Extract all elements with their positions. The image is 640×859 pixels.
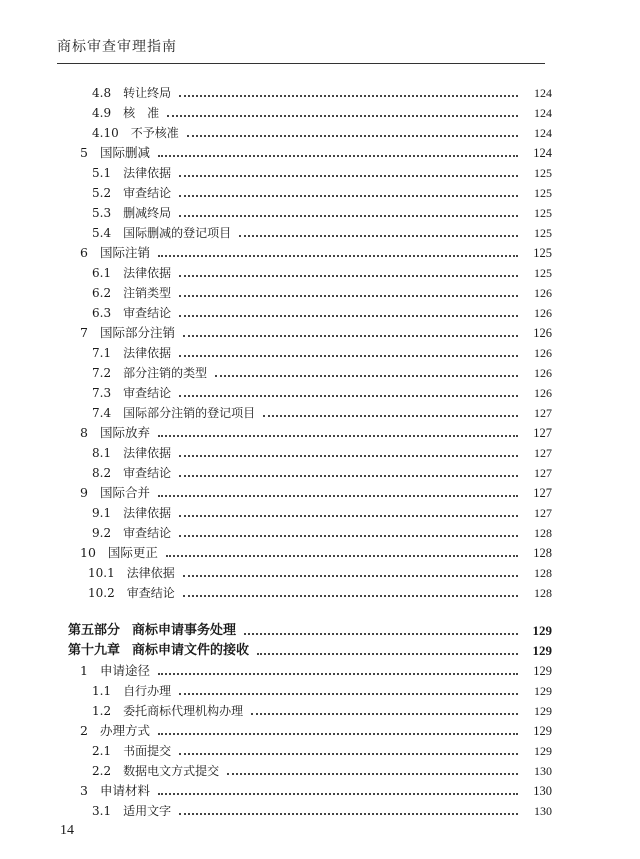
toc-entry-number: 6.3 xyxy=(92,306,112,320)
toc-entry-page: 125 xyxy=(533,246,552,260)
toc-entry-title: 转让终局 xyxy=(123,86,172,100)
toc-entry xyxy=(88,564,552,582)
toc-entry xyxy=(92,524,552,542)
dot-leader xyxy=(179,534,518,537)
toc-entry xyxy=(92,384,552,402)
toc-entry-title: 适用文字 xyxy=(123,804,172,818)
dot-leader xyxy=(158,792,518,795)
toc-entry xyxy=(92,802,552,820)
toc-entry-page: 129 xyxy=(534,684,552,698)
dot-leader xyxy=(179,692,518,695)
toc-entry-number: 9.1 xyxy=(92,506,112,520)
toc-entry-page: 126 xyxy=(533,326,552,340)
dot-leader xyxy=(179,394,518,397)
toc-entry-page: 127 xyxy=(534,466,552,480)
toc-entry xyxy=(80,782,552,800)
toc-entry-number: 7 xyxy=(80,325,88,340)
toc-entry-title: 国际更正 xyxy=(107,545,158,560)
toc-entry xyxy=(92,344,552,362)
toc-entry-title: 数据电文方式提交 xyxy=(123,764,220,778)
toc-entry xyxy=(92,204,552,222)
toc-entry-title: 申请材料 xyxy=(99,783,150,798)
dot-leader xyxy=(183,334,518,337)
toc-entry-title: 国际注销 xyxy=(99,245,150,260)
toc-entry-page: 129 xyxy=(533,724,552,738)
toc-entry-number: 3 xyxy=(80,783,88,798)
dot-leader xyxy=(158,732,518,735)
dot-leader xyxy=(215,374,518,377)
toc-entry-title: 国际部分注销 xyxy=(99,325,175,340)
toc-entry-number: 9.2 xyxy=(92,526,112,540)
toc-entry-number: 4.8 xyxy=(92,86,112,100)
toc-entry-page: 124 xyxy=(534,126,552,140)
toc-entry-page: 127 xyxy=(533,426,552,440)
toc-entry-number: 3.1 xyxy=(92,804,112,818)
toc-entry-number: 5.3 xyxy=(92,206,112,220)
dot-leader xyxy=(167,114,518,117)
dot-leader xyxy=(179,454,518,457)
dot-leader xyxy=(158,154,518,157)
toc-entry xyxy=(92,742,552,760)
toc-entry-title: 书面提交 xyxy=(123,744,172,758)
dot-leader xyxy=(179,174,518,177)
toc-entry-page: 125 xyxy=(534,266,552,280)
toc-entry-page: 130 xyxy=(534,804,552,818)
dot-leader xyxy=(179,274,518,277)
toc-entry-title: 审查结论 xyxy=(123,306,172,320)
toc-entry-number: 2.1 xyxy=(92,744,112,758)
running-header-title: 商标审查审理指南 xyxy=(57,39,177,55)
toc-entry-title: 法律依据 xyxy=(126,566,175,580)
toc-entry-title: 注销类型 xyxy=(123,286,172,300)
toc-entry xyxy=(92,364,552,382)
dot-leader xyxy=(179,474,518,477)
toc-entry xyxy=(80,662,552,680)
toc-entry-title: 法律依据 xyxy=(123,166,172,180)
toc-entry-number: 5.4 xyxy=(92,226,112,240)
toc-entry-page: 126 xyxy=(534,346,552,360)
toc-entry-number: 6.1 xyxy=(92,266,112,280)
toc-entry-title: 商标申请文件的接收 xyxy=(132,643,250,658)
toc-entry xyxy=(68,622,552,640)
toc-entry-page: 124 xyxy=(534,86,552,100)
toc-entry-number: 6 xyxy=(80,245,88,260)
toc-entry xyxy=(80,544,552,562)
toc-entry-number: 5 xyxy=(80,145,88,160)
dot-leader xyxy=(179,214,518,217)
toc-entry xyxy=(80,722,552,740)
toc-entry-title: 法律依据 xyxy=(123,506,172,520)
toc-entry-title: 法律依据 xyxy=(123,346,172,360)
toc-entry-page: 126 xyxy=(534,366,552,380)
toc-entry xyxy=(80,424,552,442)
toc-entry xyxy=(80,144,552,162)
toc-entry-title: 不予核准 xyxy=(130,126,179,140)
toc-entry-page: 129 xyxy=(532,643,552,658)
toc-entry-page: 125 xyxy=(534,186,552,200)
toc-entry-page: 125 xyxy=(534,166,552,180)
dot-leader xyxy=(179,514,518,517)
toc-entry xyxy=(92,682,552,700)
toc-entry xyxy=(80,324,552,342)
toc-entry xyxy=(88,584,552,602)
toc-entry-number: 7.4 xyxy=(92,406,112,420)
toc-entry-page: 129 xyxy=(534,744,552,758)
dot-leader xyxy=(183,574,518,577)
toc-entry xyxy=(92,404,552,422)
toc-entry-title: 审查结论 xyxy=(126,586,175,600)
toc-entry-title: 委托商标代理机构办理 xyxy=(123,704,244,718)
toc-entry-number: 7.1 xyxy=(92,346,112,360)
dot-leader xyxy=(179,94,518,97)
dot-leader xyxy=(183,594,518,597)
dot-leader xyxy=(227,772,518,775)
toc-entry-number: 8.2 xyxy=(92,466,112,480)
toc-entry-title: 国际删减的登记项目 xyxy=(123,226,232,240)
toc-entry-title: 审查结论 xyxy=(123,186,172,200)
toc-entry-title: 核 准 xyxy=(123,106,160,120)
toc-entry-number: 8.1 xyxy=(92,446,112,460)
toc-entry-number: 4.10 xyxy=(92,126,119,140)
toc-entry-page: 128 xyxy=(533,546,552,560)
dot-leader xyxy=(239,234,518,237)
toc-entry-title: 国际放弃 xyxy=(99,425,150,440)
toc-entry-page: 130 xyxy=(534,764,552,778)
toc-entry-title: 审查结论 xyxy=(123,466,172,480)
toc-entry xyxy=(92,504,552,522)
toc-entry-page: 125 xyxy=(534,226,552,240)
toc-entry-title: 审查结论 xyxy=(123,526,172,540)
toc-entry-number: 10 xyxy=(80,545,96,560)
toc-entry xyxy=(92,164,552,182)
toc-entry xyxy=(92,444,552,462)
toc-entry-page: 126 xyxy=(534,306,552,320)
dot-leader xyxy=(179,194,518,197)
toc-entry-page: 129 xyxy=(534,704,552,718)
toc-entry-number: 2 xyxy=(80,723,88,738)
toc-entry-title: 部分注销的类型 xyxy=(123,366,208,380)
toc-entry-number: 7.3 xyxy=(92,386,112,400)
toc-entry xyxy=(92,184,552,202)
toc-entry xyxy=(92,124,552,142)
toc-entry-page: 128 xyxy=(534,586,552,600)
toc-entry-title: 审查结论 xyxy=(123,386,172,400)
toc-entry-number: 4.9 xyxy=(92,106,112,120)
dot-leader xyxy=(251,712,518,715)
toc-entry-page: 125 xyxy=(534,206,552,220)
dot-leader xyxy=(158,494,518,497)
toc-entry-number: 第五部分 xyxy=(68,623,121,638)
toc-entry xyxy=(92,762,552,780)
toc-entry-page: 127 xyxy=(534,506,552,520)
toc-entry xyxy=(68,642,552,660)
toc-entry-page: 128 xyxy=(534,526,552,540)
toc-entry xyxy=(80,244,552,262)
toc-entry-title: 法律依据 xyxy=(123,446,172,460)
toc-entry-title: 法律依据 xyxy=(123,266,172,280)
toc-entry xyxy=(92,264,552,282)
toc-entry-page: 127 xyxy=(534,406,552,420)
toc-entry-number: 5.1 xyxy=(92,166,112,180)
toc-entry-page: 124 xyxy=(533,146,552,160)
toc-entry-title: 商标申请事务处理 xyxy=(132,623,237,638)
toc-entry-number: 9 xyxy=(80,485,88,500)
toc-entry-number: 第十九章 xyxy=(68,643,121,658)
toc-entry xyxy=(80,484,552,502)
toc-entry-page: 127 xyxy=(534,446,552,460)
dot-leader xyxy=(179,314,518,317)
toc-entry-title: 申请途径 xyxy=(99,663,150,678)
toc-entry-page: 128 xyxy=(534,566,552,580)
toc-entry-title: 自行办理 xyxy=(123,684,172,698)
toc-entry xyxy=(92,84,552,102)
dot-leader xyxy=(244,632,518,635)
toc-entry-title: 办理方式 xyxy=(99,723,150,738)
toc-entry-page: 129 xyxy=(533,664,552,678)
toc-entry xyxy=(92,464,552,482)
dot-leader xyxy=(187,134,518,137)
dot-leader xyxy=(263,414,518,417)
page-number: 14 xyxy=(60,823,74,838)
toc-entry xyxy=(92,702,552,720)
toc-entry-page: 126 xyxy=(534,286,552,300)
toc-entry-page: 127 xyxy=(533,486,552,500)
dot-leader xyxy=(158,254,518,257)
toc-entry-title: 国际合并 xyxy=(99,485,150,500)
toc-entry-title: 删减终局 xyxy=(123,206,172,220)
dot-leader xyxy=(179,354,518,357)
toc-entry-number: 8 xyxy=(80,425,88,440)
dot-leader xyxy=(257,652,518,655)
toc-entry-number: 1.1 xyxy=(92,684,112,698)
toc-entry-number: 1 xyxy=(80,663,88,678)
dot-leader xyxy=(158,672,518,675)
dot-leader xyxy=(179,812,518,815)
toc-entry xyxy=(92,284,552,302)
toc-entry-number: 2.2 xyxy=(92,764,112,778)
dot-leader xyxy=(166,554,518,557)
dot-leader xyxy=(179,752,518,755)
toc-entry-number: 10.1 xyxy=(88,566,115,580)
toc-entry-title: 国际删减 xyxy=(99,145,150,160)
toc-entry xyxy=(92,224,552,242)
toc-entry-number: 5.2 xyxy=(92,186,112,200)
dot-leader xyxy=(179,294,518,297)
toc-entry xyxy=(92,304,552,322)
toc-entry-page: 129 xyxy=(532,623,552,638)
toc-entry-page: 126 xyxy=(534,386,552,400)
dot-leader xyxy=(158,434,518,437)
toc-entry-page: 130 xyxy=(533,784,552,798)
toc-entry-page: 124 xyxy=(534,106,552,120)
toc-entry xyxy=(92,104,552,122)
toc-entry-title: 国际部分注销的登记项目 xyxy=(123,406,256,420)
toc-entry-number: 10.2 xyxy=(88,586,115,600)
toc-entry-number: 1.2 xyxy=(92,704,112,718)
toc-entry-number: 7.2 xyxy=(92,366,112,380)
toc-entry-number: 6.2 xyxy=(92,286,112,300)
